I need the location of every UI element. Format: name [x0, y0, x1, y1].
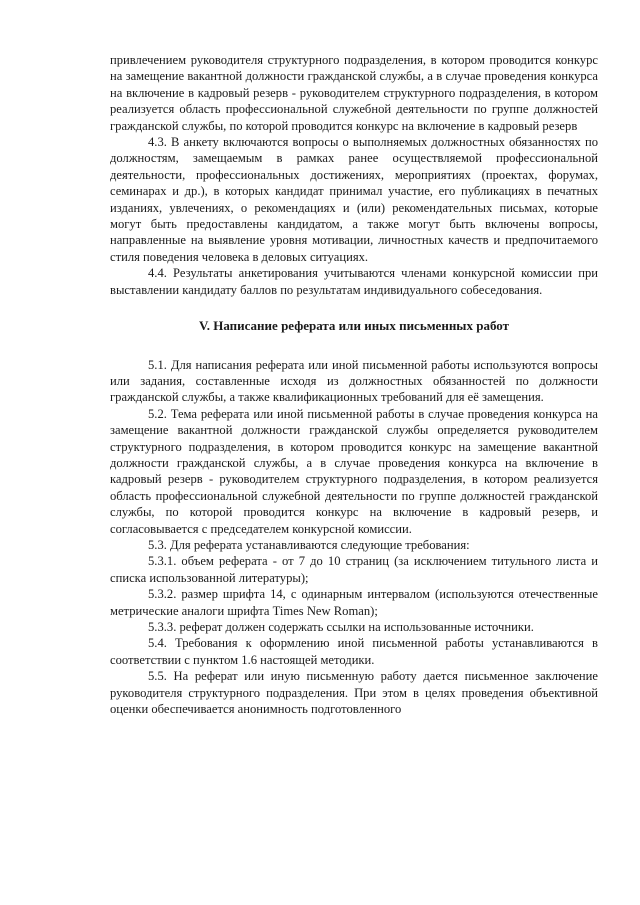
paragraph-5-3-2: 5.3.2. размер шрифта 14, с одинарным интервалом (используются отечественные метрические аналоги шрифта Times New Roman); — [110, 587, 598, 618]
paragraph-5-2: 5.2. Тема реферата или иной письменной работы в случае проведения конкурса на замещение вакантной должности гражданской службы определяется руководителем структурного подразделения, в котором проводится конкурс на замещение вакантной должности гражданской службы, а в случае проведения конкурса на включение в кадровый резерв - руководителем структурного подразделения, в котором реализуется область профессиональной служебной деятельности по группе должностей гражданской службы, по которой проводится конкурс на включение в кадровый резерв, и согласовывается с председателем конкурсной комиссии. — [110, 406, 598, 536]
document-page — [110, 52, 598, 717]
paragraph-5-3-3: 5.3.3. реферат должен содержать ссылки на использованные источники. — [148, 620, 534, 634]
paragraph-5-3-1: 5.3.1. объем реферата - от 7 до 10 страниц (за исключением титульного листа и списка использованной литературы); — [110, 554, 598, 585]
section-5-heading: V. Написание реферата или иных письменных работ — [199, 318, 509, 334]
paragraph-4-4: 4.4. Результаты анкетирования учитываются членами конкурсной комиссии при выставлении кандидату баллов по результатам индивидуального собеседования. — [110, 266, 598, 297]
paragraph-5-1: 5.1. Для написания реферата или иной письменной работы используются вопросы или задания, составленные исходя из должностных обязанностей по должности гражданской службы, а также квалификационных требований для её замещения. — [110, 357, 598, 405]
paragraph-5-3: 5.3. Для реферата устанавливаются следующие требования: — [148, 537, 470, 552]
paragraph-4-3: 4.3. В анкету включаются вопросы о выполняемых должностных обязанностях по должностям, замещаемым в рамках ранее осуществляемой профессиональной деятельности, профессиональных достижениях, мероприятиях (проектах, форумах, семинарах и др.), в которых кандидат принимал участие, его публикациях в печатных изданиях, увлечениях, о рекомендациях и (или) рекомендательных письмах, которые могут быть предоставлены кандидатом, а также могут быть включены вопросы, направленные на выявление уровня мотивации, личностных качеств и предпочитаемого стиля поведения человека в деловых ситуациях. — [110, 135, 598, 264]
paragraph-5-5: 5.5. На реферат или иную письменную работу дается письменное заключение руководителя структурного подразделения. При этом в целях проведения объективной оценки обеспечивается анонимность подготовленного — [110, 669, 598, 717]
paragraph-5-4: 5.4. Требования к оформлению иной письменной работы устанавливаются в соответствии с пунктом 1.6 настоящей методики. — [110, 636, 598, 667]
paragraph-4-2-continuation: привлечением руководителя структурного подразделения, в котором проводится конкурс на замещение вакантной должности гражданской службы, а в случае проведения конкурса на включение в кадровый резерв - руководителем структурного подразделения, в котором реализуется область профессиональной служебной деятельности по группе должностей гражданской службы, по которой проводится конкурс на включение в кадровый резерв — [110, 53, 598, 133]
